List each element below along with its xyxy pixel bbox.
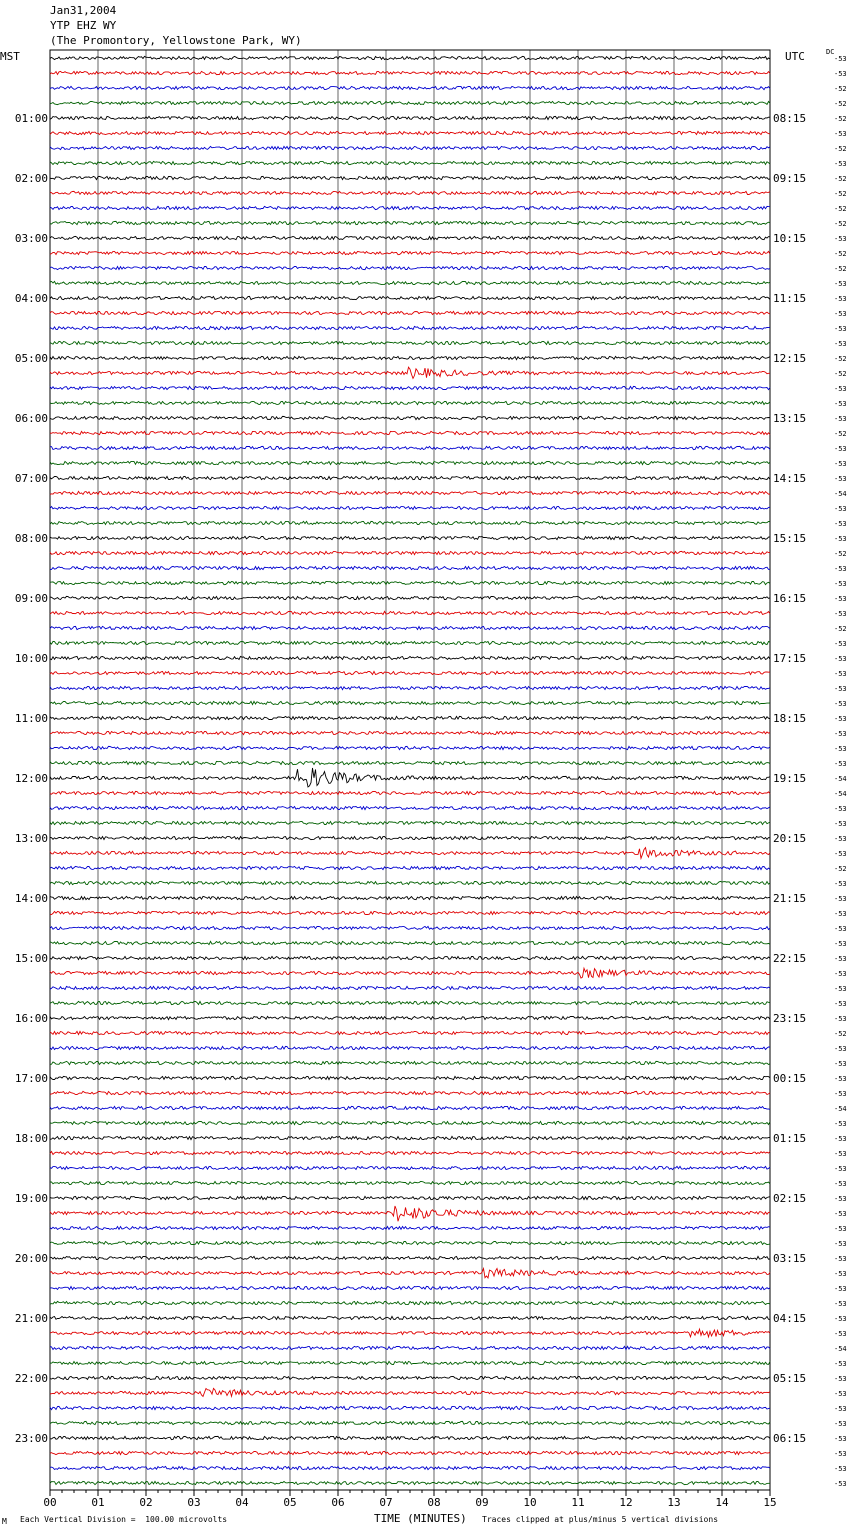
dc-offset-label: -53 (834, 1120, 847, 1128)
dc-offset-label: -52 (834, 145, 847, 153)
utc-hour-label: 19:15 (773, 772, 807, 785)
trace-row (50, 341, 770, 344)
trace-row (50, 1481, 770, 1484)
utc-hour-label: 12:15 (773, 352, 807, 365)
utc-hour-label: 13:15 (773, 412, 807, 425)
dc-offset-label: -53 (834, 820, 847, 828)
corner-mark: M (2, 1517, 7, 1526)
dc-offset-label: -52 (834, 625, 847, 633)
trace-row (50, 1181, 770, 1184)
trace-row (50, 701, 770, 704)
trace-row (50, 431, 770, 434)
trace-row (50, 71, 770, 74)
dc-offset-label: -52 (834, 265, 847, 273)
dc-offset-label: -53 (834, 535, 847, 543)
x-tick-label: 07 (379, 1496, 393, 1509)
dc-offset-label: -53 (834, 745, 847, 753)
x-tick-label: 12 (619, 1496, 633, 1509)
trace-row (50, 1346, 770, 1349)
mst-hour-label: 23:00 (14, 1432, 48, 1445)
dc-offset-label: -53 (834, 670, 847, 678)
mst-hour-label: 01:00 (14, 112, 48, 125)
dc-offset-label: -53 (834, 1060, 847, 1068)
mst-hour-label: 12:00 (14, 772, 48, 785)
dc-offset-label: -53 (834, 1285, 847, 1293)
trace-row (50, 716, 770, 719)
trace-row (50, 1466, 770, 1469)
x-tick-label: 00 (43, 1496, 57, 1509)
dc-offset-label: -53 (834, 1240, 847, 1248)
trace-row (50, 881, 770, 884)
trace-row (50, 1061, 770, 1064)
dc-offset-label: -53 (834, 1450, 847, 1458)
station-location: (The Promontory, Yellowstone Park, WY) (50, 34, 302, 47)
trace-row (50, 1226, 770, 1229)
dc-offset-label: -53 (834, 985, 847, 993)
dc-offset-label: -53 (834, 910, 847, 918)
dc-offset-label: -53 (834, 475, 847, 483)
trace-row (50, 956, 770, 959)
trace-row (50, 1046, 770, 1049)
trace-row (50, 1031, 770, 1034)
trace-row (50, 116, 770, 119)
trace-row (50, 1206, 770, 1221)
trace-row (50, 1436, 770, 1439)
trace-row (50, 1016, 770, 1019)
dc-offset-label: -53 (834, 970, 847, 978)
dc-offset-label: -53 (834, 1075, 847, 1083)
station-code: YTP EHZ WY (50, 19, 117, 32)
dc-offset-label: -53 (834, 835, 847, 843)
trace-row (50, 986, 770, 989)
utc-hour-label: 20:15 (773, 832, 807, 845)
utc-hour-label: 08:15 (773, 112, 807, 125)
trace-row (50, 1421, 770, 1424)
x-tick-label: 09 (475, 1496, 489, 1509)
dc-offset-label: -53 (834, 1135, 847, 1143)
trace-row (50, 266, 770, 269)
utc-hour-label: 00:15 (773, 1072, 807, 1085)
dc-offset-label: -53 (834, 1195, 847, 1203)
trace-row (50, 367, 770, 378)
plot-date: Jan31,2004 (50, 4, 117, 17)
dc-offset-label: -53 (834, 1360, 847, 1368)
trace-row (50, 656, 770, 659)
utc-hour-label: 02:15 (773, 1192, 807, 1205)
dc-offset-label: -53 (834, 955, 847, 963)
trace-row (50, 536, 770, 539)
utc-hour-label: 21:15 (773, 892, 807, 905)
trace-row (50, 551, 770, 554)
dc-offset-label: -53 (834, 580, 847, 588)
mst-hour-label: 06:00 (14, 412, 48, 425)
utc-hour-label: 05:15 (773, 1372, 807, 1385)
dc-offset-label: -53 (834, 895, 847, 903)
trace-row (50, 206, 770, 209)
mst-hour-label: 17:00 (14, 1072, 48, 1085)
x-tick-label: 02 (139, 1496, 153, 1509)
trace-row (50, 101, 770, 104)
utc-hour-label: 15:15 (773, 532, 807, 545)
mst-hour-label: 11:00 (14, 712, 48, 725)
dc-offset-label: -53 (834, 325, 847, 333)
dc-offset-label: -54 (834, 1345, 847, 1353)
dc-offset-label: -53 (834, 655, 847, 663)
trace-row (50, 1241, 770, 1244)
utc-hour-label: 10:15 (773, 232, 807, 245)
dc-offset-label: -53 (834, 1405, 847, 1413)
trace-row (50, 146, 770, 149)
dc-offset-label: -53 (834, 1480, 847, 1488)
x-tick-label: 13 (667, 1496, 681, 1509)
x-tick-label: 08 (427, 1496, 441, 1509)
trace-row (50, 596, 770, 599)
utc-hour-label: 23:15 (773, 1012, 807, 1025)
dc-offset-label: -52 (834, 220, 847, 228)
x-tick-label: 06 (331, 1496, 345, 1509)
dc-offset-label: -53 (834, 1000, 847, 1008)
dc-offset-label: -53 (834, 55, 847, 63)
dc-offset-label: -53 (834, 1300, 847, 1308)
dc-offset-label: -53 (834, 925, 847, 933)
trace-row (50, 968, 770, 978)
dc-offset-label: -53 (834, 595, 847, 603)
trace-row (50, 581, 770, 584)
trace-row (50, 896, 770, 899)
trace-row (50, 491, 770, 494)
trace-row (50, 1121, 770, 1124)
dc-offset-label: -53 (834, 520, 847, 528)
trace-row (50, 476, 770, 479)
dc-offset-label: -53 (834, 445, 847, 453)
trace-row (50, 1166, 770, 1169)
trace-row (50, 356, 770, 359)
trace-row (50, 1269, 770, 1278)
dc-offset-label: -53 (834, 340, 847, 348)
trace-row (50, 821, 770, 824)
trace-row (50, 671, 770, 674)
x-tick-label: 01 (91, 1496, 105, 1509)
mst-hour-label: 21:00 (14, 1312, 48, 1325)
utc-hour-label: 18:15 (773, 712, 807, 725)
dc-offset-label: -54 (834, 790, 847, 798)
trace-row (50, 401, 770, 404)
trace-row (50, 461, 770, 464)
dc-offset-label: -53 (834, 1225, 847, 1233)
trace-row (50, 1388, 770, 1396)
dc-offset-label: -53 (834, 880, 847, 888)
dc-offset-label: -52 (834, 250, 847, 258)
dc-offset-label: -53 (834, 610, 847, 618)
dc-offset-label: -53 (834, 1375, 847, 1383)
dc-offset-label: -54 (834, 490, 847, 498)
trace-row (50, 926, 770, 929)
scale-note: Each Vertical Division = 100.00 microvolts (20, 1515, 228, 1524)
utc-hour-label: 03:15 (773, 1252, 807, 1265)
utc-hour-label: 01:15 (773, 1132, 807, 1145)
dc-offset-label: -53 (834, 1180, 847, 1188)
trace-row (50, 281, 770, 284)
trace-row (50, 311, 770, 314)
x-tick-label: 04 (235, 1496, 249, 1509)
utc-hour-label: 11:15 (773, 292, 807, 305)
trace-row (50, 848, 770, 859)
trace-row (50, 416, 770, 419)
dc-offset-label: -53 (834, 640, 847, 648)
trace-row (50, 746, 770, 749)
trace-row (50, 1151, 770, 1154)
trace-row (50, 1001, 770, 1004)
utc-hour-label: 22:15 (773, 952, 807, 965)
dc-offset-label: -53 (834, 130, 847, 138)
trace-row (50, 911, 770, 914)
trace-row (50, 1316, 770, 1319)
trace-row (50, 221, 770, 224)
trace-row (50, 296, 770, 299)
dc-offset-label: -53 (834, 1435, 847, 1443)
dc-offset-label: -53 (834, 70, 847, 78)
dc-offset-label: -52 (834, 85, 847, 93)
utc-hour-label: 06:15 (773, 1432, 807, 1445)
dc-offset-label: -53 (834, 1165, 847, 1173)
mst-hour-label: 04:00 (14, 292, 48, 305)
clip-note: Traces clipped at plus/minus 5 vertical divisions (482, 1515, 719, 1524)
trace-row (50, 1136, 770, 1139)
dc-offset-label: -52 (834, 115, 847, 123)
utc-hour-label: 14:15 (773, 472, 807, 485)
trace-row (50, 866, 770, 869)
mst-hour-label: 19:00 (14, 1192, 48, 1205)
dc-offset-label: -53 (834, 1390, 847, 1398)
trace-row (50, 611, 770, 614)
trace-row (50, 386, 770, 389)
mst-hour-label: 10:00 (14, 652, 48, 665)
dc-offset-label: -53 (834, 505, 847, 513)
dc-offset-label: -53 (834, 565, 847, 573)
dc-offset-label: -53 (834, 1420, 847, 1428)
dc-offset-label: -53 (834, 415, 847, 423)
utc-hour-label: 04:15 (773, 1312, 807, 1325)
dc-offset-label: -53 (834, 460, 847, 468)
trace-row (50, 1361, 770, 1364)
trace-row (50, 191, 770, 194)
dc-offset-label: -53 (834, 700, 847, 708)
dc-offset-label: -53 (834, 1255, 847, 1263)
trace-row (50, 791, 770, 794)
trace-row (50, 56, 770, 59)
trace-row (50, 641, 770, 644)
mst-hour-label: 03:00 (14, 232, 48, 245)
trace-row (50, 768, 770, 787)
trace-row (50, 1196, 770, 1199)
x-axis-title: TIME (MINUTES) (374, 1512, 467, 1525)
mst-hour-label: 05:00 (14, 352, 48, 365)
x-tick-label: 10 (523, 1496, 537, 1509)
dc-offset-label: -52 (834, 370, 847, 378)
mst-axis-label: MST (0, 50, 20, 63)
trace-row (50, 836, 770, 839)
dc-offset-label: -53 (834, 1090, 847, 1098)
dc-offset-label: -52 (834, 865, 847, 873)
dc-offset-label: -53 (834, 385, 847, 393)
dc-offset-label: -52 (834, 190, 847, 198)
trace-row (50, 236, 770, 239)
trace-row (50, 941, 770, 944)
x-tick-label: 11 (571, 1496, 585, 1509)
x-tick-label: 03 (187, 1496, 201, 1509)
trace-row (50, 686, 770, 689)
dc-offset-label: -53 (834, 715, 847, 723)
trace-row (50, 1286, 770, 1289)
trace-row (50, 326, 770, 329)
mst-hour-label: 22:00 (14, 1372, 48, 1385)
dc-offset-label: -53 (834, 1270, 847, 1278)
trace-row (50, 86, 770, 89)
trace-row (50, 1256, 770, 1259)
dc-offset-label: -52 (834, 430, 847, 438)
dc-offset-label: -52 (834, 100, 847, 108)
dc-offset-label: -53 (834, 400, 847, 408)
trace-row (50, 1451, 770, 1454)
dc-offset-label: -52 (834, 175, 847, 183)
trace-row (50, 1376, 770, 1379)
trace-row (50, 626, 770, 629)
trace-row (50, 521, 770, 524)
trace-row (50, 1329, 770, 1337)
dc-offset-label: -53 (834, 295, 847, 303)
dc-offset-label: -53 (834, 805, 847, 813)
dc-offset-label: -53 (834, 1315, 847, 1323)
dc-offset-label: -53 (834, 1045, 847, 1053)
trace-row (50, 1406, 770, 1409)
trace-row (50, 1091, 770, 1094)
utc-hour-label: 09:15 (773, 172, 807, 185)
dc-offset-label: -53 (834, 1465, 847, 1473)
mst-hour-label: 02:00 (14, 172, 48, 185)
dc-offset-label: -53 (834, 760, 847, 768)
mst-hour-label: 07:00 (14, 472, 48, 485)
trace-row (50, 566, 770, 569)
dc-offset-label: -54 (834, 1105, 847, 1113)
trace-row (50, 761, 770, 764)
dc-offset-label: -52 (834, 355, 847, 363)
mst-hour-label: 08:00 (14, 532, 48, 545)
dc-offset-label: -53 (834, 685, 847, 693)
mst-hour-label: 18:00 (14, 1132, 48, 1145)
x-tick-label: 14 (715, 1496, 729, 1509)
mst-hour-label: 13:00 (14, 832, 48, 845)
trace-row (50, 1106, 770, 1109)
trace-row (50, 731, 770, 734)
trace-row (50, 131, 770, 134)
dc-offset-label: -53 (834, 1015, 847, 1023)
utc-hour-label: 17:15 (773, 652, 807, 665)
mst-hour-label: 09:00 (14, 592, 48, 605)
trace-row (50, 806, 770, 809)
x-tick-label: 05 (283, 1496, 297, 1509)
dc-offset-label: -53 (834, 850, 847, 858)
dc-offset-label: -53 (834, 1150, 847, 1158)
utc-axis-label: UTC (785, 50, 805, 63)
dc-offset-label: -53 (834, 1210, 847, 1218)
trace-row (50, 1076, 770, 1079)
mst-hour-label: 20:00 (14, 1252, 48, 1265)
dc-offset-label: -53 (834, 235, 847, 243)
dc-offset-label: -54 (834, 775, 847, 783)
trace-row (50, 161, 770, 164)
dc-offset-label: -53 (834, 1330, 847, 1338)
dc-offset-label: -53 (834, 940, 847, 948)
trace-row (50, 446, 770, 449)
x-tick-label: 15 (763, 1496, 777, 1509)
trace-row (50, 176, 770, 179)
utc-hour-label: 16:15 (773, 592, 807, 605)
dc-offset-label: -52 (834, 205, 847, 213)
dc-offset-label: -52 (834, 550, 847, 558)
dc-offset-label: -53 (834, 730, 847, 738)
trace-row (50, 1301, 770, 1304)
trace-row (50, 251, 770, 254)
mst-hour-label: 15:00 (14, 952, 48, 965)
dc-offset-label: -53 (834, 310, 847, 318)
dc-offset-label: -53 (834, 280, 847, 288)
dc-offset-label: -52 (834, 1030, 847, 1038)
dc-label: DC (826, 48, 835, 56)
mst-hour-label: 16:00 (14, 1012, 48, 1025)
mst-hour-label: 14:00 (14, 892, 48, 905)
dc-offset-label: -53 (834, 160, 847, 168)
trace-row (50, 506, 770, 509)
